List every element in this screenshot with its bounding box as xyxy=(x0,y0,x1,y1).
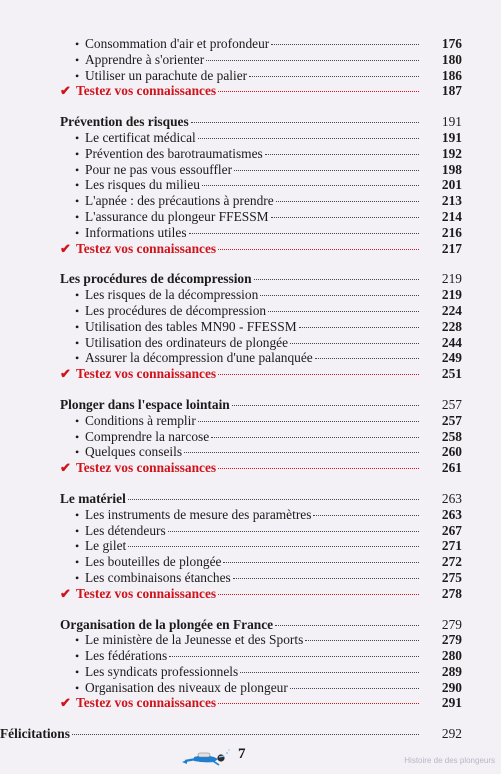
dot-leader xyxy=(268,311,419,312)
bullet-icon: • xyxy=(75,194,80,209)
toc-page-number: 176 xyxy=(441,36,462,51)
toc-page-number: 186 xyxy=(441,67,462,83)
toc-label-wrap xyxy=(0,241,216,257)
toc-label-wrap xyxy=(0,413,196,430)
dot-leader xyxy=(305,640,419,641)
dot-leader xyxy=(290,688,419,689)
toc-entry-title: Le certificat médical xyxy=(85,129,196,145)
bullet-icon: • xyxy=(75,445,80,460)
toc-entry-title: Les procédures de décompression xyxy=(60,271,252,287)
toc-quiz-entry xyxy=(0,586,501,602)
toc-entry xyxy=(0,413,501,429)
toc-entry-title: Les procédures de décompression xyxy=(85,302,267,318)
toc-entry-title: Le gilet xyxy=(85,538,127,554)
toc-label-wrap xyxy=(0,460,216,476)
toc-entry-title: Utilisation des tables MN90 - FFESSM xyxy=(85,318,297,334)
toc-entry xyxy=(0,36,501,52)
toc-entry xyxy=(0,319,501,335)
dot-leader xyxy=(218,468,419,469)
checkmark-icon: ✔ xyxy=(60,366,71,382)
dot-leader xyxy=(168,531,419,532)
bullet-icon: • xyxy=(75,178,80,193)
bullet-icon: • xyxy=(75,303,80,318)
toc-page-number: 213 xyxy=(441,193,462,209)
toc-label-wrap xyxy=(0,177,200,194)
toc-entry-title: L'apnée : des précautions à prendre xyxy=(85,193,274,209)
toc-entry-title: Les syndicats professionnels xyxy=(85,663,239,679)
toc-page-number: 180 xyxy=(441,51,462,67)
toc-entry-title: Quelques conseils xyxy=(85,444,183,460)
toc-entry xyxy=(0,162,501,178)
toc-chapter-heading xyxy=(0,491,501,507)
toc-entry-title: Pour ne pas vous essouffler xyxy=(85,161,233,177)
toc-label-wrap xyxy=(0,287,258,304)
toc-entry xyxy=(0,335,501,351)
toc-entry xyxy=(0,570,501,586)
toc-page-number: 263 xyxy=(441,506,462,522)
toc-page-number: 279 xyxy=(441,616,462,632)
toc-entry xyxy=(0,523,501,539)
bullet-icon: • xyxy=(75,288,80,303)
toc-entry xyxy=(0,287,501,303)
toc-label-wrap xyxy=(0,130,196,147)
toc-label-wrap xyxy=(0,319,297,336)
dot-leader xyxy=(260,295,419,296)
toc-label-wrap xyxy=(0,335,288,352)
toc-entry-title: Utilisation des ordinateurs de plongée xyxy=(85,334,289,350)
toc-label-wrap xyxy=(0,554,221,571)
dot-leader xyxy=(206,60,419,61)
dot-leader xyxy=(234,170,419,171)
bullet-icon: • xyxy=(75,209,80,224)
toc-entry xyxy=(0,507,501,523)
toc-page-number: 289 xyxy=(441,663,462,679)
checkmark-icon: ✔ xyxy=(60,585,71,601)
toc-page-number: 275 xyxy=(441,569,462,585)
toc-page-number: 271 xyxy=(441,538,462,554)
toc-section xyxy=(0,617,501,712)
dot-leader xyxy=(290,343,419,344)
toc-label-wrap xyxy=(0,444,182,461)
toc-entry xyxy=(0,52,501,68)
toc-label-wrap xyxy=(0,146,263,163)
toc-label-wrap xyxy=(0,632,303,649)
dot-leader xyxy=(271,217,419,218)
toc-page-number: 214 xyxy=(441,208,462,224)
toc-page-number: 291 xyxy=(441,695,462,711)
toc-page-number: 224 xyxy=(441,302,462,318)
toc-chapter-heading xyxy=(0,397,501,413)
dot-leader xyxy=(254,279,419,280)
toc-label-wrap xyxy=(0,209,269,226)
bullet-icon: • xyxy=(75,680,80,695)
bullet-icon: • xyxy=(75,523,80,538)
toc-entry-title: Plonger dans l'espace lointain xyxy=(60,396,230,412)
bullet-icon: • xyxy=(75,162,80,177)
dot-leader xyxy=(128,499,419,500)
toc-label-wrap xyxy=(0,429,209,446)
toc-label-wrap xyxy=(0,52,204,69)
dot-leader xyxy=(218,374,419,375)
toc-entry-title: Les détendeurs xyxy=(85,522,166,538)
toc-entry-title: Comprendre la narcose xyxy=(85,428,210,444)
toc-page-number: 249 xyxy=(441,350,462,366)
bullet-icon: • xyxy=(75,351,80,366)
toc-entry-title: Testez vos connaissances xyxy=(76,366,217,382)
toc-label-wrap xyxy=(0,617,273,633)
toc-entry xyxy=(0,130,501,146)
dot-leader xyxy=(218,703,419,704)
toc-page-number: 228 xyxy=(441,318,462,334)
dot-leader xyxy=(189,233,419,234)
dot-leader xyxy=(218,249,419,250)
dot-leader xyxy=(191,122,419,123)
bullet-icon: • xyxy=(75,37,80,51)
toc-entry-title: Testez vos connaissances xyxy=(76,695,217,711)
toc-entry-title: Le ministère de la Jeunesse et des Sports xyxy=(85,632,304,648)
toc-entry-title: Apprendre à s'orienter xyxy=(85,51,205,67)
toc-page-number: 272 xyxy=(441,554,462,570)
toc-entry-title: Utiliser un parachute de palier xyxy=(85,67,248,83)
toc-entry xyxy=(0,193,501,209)
toc-entry-title: Prévention des barotraumatismes xyxy=(85,145,263,161)
dot-leader xyxy=(232,405,419,406)
bullet-icon: • xyxy=(75,52,80,67)
toc-label-wrap xyxy=(0,538,126,555)
toc-entry-title: Consommation d'air et profondeur xyxy=(85,36,270,51)
toc-quiz-entry xyxy=(0,366,501,382)
checkmark-icon: ✔ xyxy=(60,83,71,99)
dot-leader xyxy=(249,76,419,77)
toc-section xyxy=(0,726,501,742)
dot-leader xyxy=(275,625,419,626)
toc-entry-title: Les bouteilles de plongée xyxy=(85,554,222,570)
toc-section xyxy=(0,36,501,99)
bullet-icon: • xyxy=(75,664,80,679)
toc-label-wrap xyxy=(0,570,231,587)
toc-entry xyxy=(0,177,501,193)
page-number: 7 xyxy=(238,746,246,762)
toc-entry xyxy=(0,429,501,445)
dot-leader xyxy=(240,672,419,673)
dot-leader xyxy=(276,201,419,202)
dot-leader xyxy=(72,734,419,735)
watermark: Histoire de des plongeurs xyxy=(404,756,495,765)
toc-entry-title: Organisation des niveaux de plongeur xyxy=(85,679,288,695)
checkmark-icon: ✔ xyxy=(60,240,71,256)
toc-entry xyxy=(0,68,501,84)
dot-leader xyxy=(169,656,419,657)
dot-leader xyxy=(218,594,419,595)
table-of-contents xyxy=(0,36,501,757)
toc-label-wrap xyxy=(0,303,266,320)
toc-entry xyxy=(0,648,501,664)
dot-leader xyxy=(184,452,419,453)
dot-leader xyxy=(299,327,419,328)
toc-page-number: 201 xyxy=(441,177,462,193)
dot-leader xyxy=(313,515,419,516)
bullet-icon: • xyxy=(75,225,80,240)
toc-page-number: 187 xyxy=(441,83,462,99)
toc-page-number: 217 xyxy=(441,240,462,256)
toc-label-wrap xyxy=(0,225,187,242)
toc-label-wrap xyxy=(0,162,232,179)
bullet-icon: • xyxy=(75,429,80,444)
toc-label-wrap xyxy=(0,193,274,210)
toc-entry-title: Les instruments de mesure des paramètres xyxy=(85,506,312,522)
checkmark-icon: ✔ xyxy=(60,695,71,711)
toc-entry-title: Le matériel xyxy=(60,490,126,506)
bullet-icon: • xyxy=(75,319,80,334)
dot-leader xyxy=(233,578,419,579)
toc-chapter-heading xyxy=(0,271,501,287)
toc-page-number: 191 xyxy=(441,129,462,145)
toc-quiz-entry xyxy=(0,460,501,476)
toc-entry-title: L'assurance du plongeur FFESSM xyxy=(85,208,269,224)
toc-entry-title: Les risques de la décompression xyxy=(85,287,259,303)
toc-page-number: 260 xyxy=(441,444,462,460)
toc-chapter-heading xyxy=(0,114,501,130)
toc-entry-title: Testez vos connaissances xyxy=(76,83,217,99)
toc-entry-title: Organisation de la plongée en France xyxy=(60,616,274,632)
bullet-icon: • xyxy=(75,130,80,145)
toc-entry xyxy=(0,680,501,696)
toc-label-wrap xyxy=(0,491,126,507)
page-footer xyxy=(0,748,501,770)
dot-leader xyxy=(265,154,419,155)
toc-label-wrap xyxy=(0,507,311,524)
bullet-icon: • xyxy=(75,507,80,522)
toc-entry xyxy=(0,209,501,225)
toc-label-wrap xyxy=(0,36,269,53)
dot-leader xyxy=(128,546,419,547)
toc-page-number: 267 xyxy=(441,522,462,538)
toc-entry-title: Les combinaisons étanches xyxy=(85,569,231,585)
bullet-icon: • xyxy=(75,570,80,585)
toc-label-wrap xyxy=(0,83,216,99)
toc-entry xyxy=(0,632,501,648)
toc-page-number: 251 xyxy=(441,366,462,382)
bullet-icon: • xyxy=(75,68,80,83)
toc-section xyxy=(0,491,501,602)
toc-entry xyxy=(0,444,501,460)
toc-label-wrap xyxy=(0,648,167,665)
dot-leader xyxy=(202,185,419,186)
toc-label-wrap xyxy=(0,664,238,681)
bullet-icon: • xyxy=(75,335,80,350)
toc-label-wrap xyxy=(0,695,216,711)
dot-leader xyxy=(211,437,419,438)
toc-page-number: 278 xyxy=(441,585,462,601)
toc-chapter-heading xyxy=(0,617,501,633)
toc-page-number: 257 xyxy=(441,396,462,412)
toc-page-number: 257 xyxy=(441,412,462,428)
toc-entry-title: Prévention des risques xyxy=(60,114,189,130)
dot-leader xyxy=(198,138,419,139)
toc-page-number: 216 xyxy=(441,224,462,240)
toc-entry xyxy=(0,303,501,319)
dot-leader xyxy=(218,91,419,92)
toc-label-wrap xyxy=(0,68,247,85)
dot-leader xyxy=(198,421,419,422)
bullet-icon: • xyxy=(75,146,80,161)
checkmark-icon: ✔ xyxy=(60,460,71,476)
toc-label-wrap xyxy=(0,680,288,697)
toc-label-wrap xyxy=(0,726,70,742)
toc-section xyxy=(0,114,501,256)
toc-quiz-entry xyxy=(0,695,501,711)
scuba-diver-icon xyxy=(180,748,232,768)
toc-page-number: 261 xyxy=(441,460,462,476)
toc-page-number: 292 xyxy=(441,726,462,742)
toc-entry-title: Conditions à remplir xyxy=(85,412,196,428)
toc-label-wrap xyxy=(0,397,230,413)
toc-final-entry xyxy=(0,726,501,742)
toc-entry xyxy=(0,350,501,366)
toc-quiz-entry xyxy=(0,83,501,99)
bullet-icon: • xyxy=(75,539,80,554)
bullet-icon: • xyxy=(75,649,80,664)
dot-leader xyxy=(223,562,419,563)
toc-entry xyxy=(0,146,501,162)
toc-section xyxy=(0,271,501,382)
toc-label-wrap xyxy=(0,366,216,382)
toc-entry-title: Les risques du milieu xyxy=(85,177,200,193)
toc-entry xyxy=(0,538,501,554)
toc-page-number: 290 xyxy=(441,679,462,695)
toc-page-number: 244 xyxy=(441,334,462,350)
toc-section xyxy=(0,397,501,476)
toc-label-wrap xyxy=(0,586,216,602)
toc-page-number: 263 xyxy=(441,490,462,506)
toc-label-wrap xyxy=(0,350,313,367)
dot-leader xyxy=(315,358,419,359)
bullet-icon: • xyxy=(75,555,80,570)
toc-label-wrap xyxy=(0,114,189,130)
toc-page-number: 192 xyxy=(441,145,462,161)
toc-entry xyxy=(0,664,501,680)
toc-entry xyxy=(0,554,501,570)
toc-entry-title: Assurer la décompression d'une palanquée xyxy=(85,350,313,366)
bullet-icon: • xyxy=(75,413,80,428)
toc-label-wrap xyxy=(0,271,252,287)
toc-entry-title: Les fédérations xyxy=(85,648,168,664)
bullet-icon: • xyxy=(75,633,80,648)
toc-entry-title: Testez vos connaissances xyxy=(76,585,217,601)
dot-leader xyxy=(271,44,419,45)
toc-page-number: 198 xyxy=(441,161,462,177)
toc-page-number: 280 xyxy=(441,648,462,664)
toc-page-number: 279 xyxy=(441,632,462,648)
toc-entry xyxy=(0,225,501,241)
toc-entry-title: Félicitations xyxy=(0,726,70,742)
toc-page-number: 219 xyxy=(441,287,462,303)
toc-entry-title: Testez vos connaissances xyxy=(76,240,217,256)
toc-page-number: 219 xyxy=(441,271,462,287)
toc-quiz-entry xyxy=(0,241,501,257)
toc-label-wrap xyxy=(0,523,166,540)
toc-page-number: 191 xyxy=(441,114,462,130)
toc-entry-title: Informations utiles xyxy=(85,224,187,240)
toc-page-number: 258 xyxy=(441,428,462,444)
toc-entry-title: Testez vos connaissances xyxy=(76,460,217,476)
